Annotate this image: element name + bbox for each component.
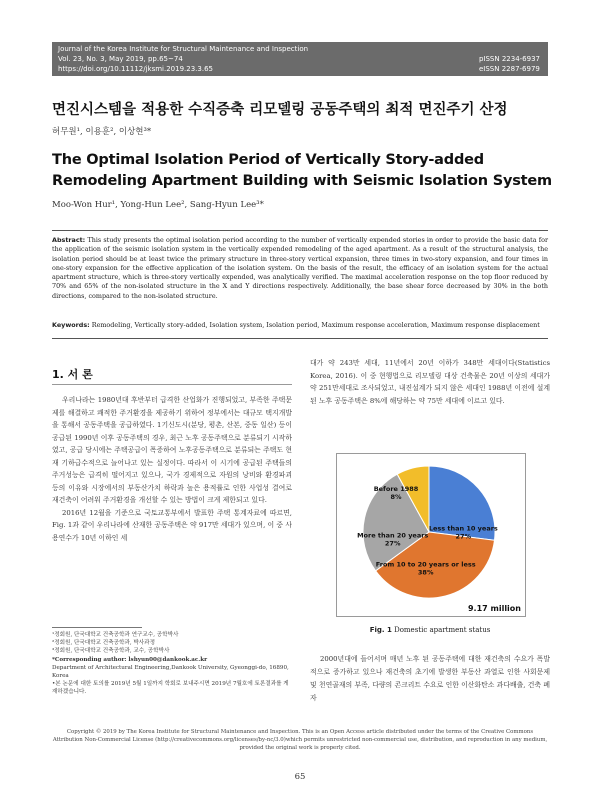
- footnote-item: ²정회원, 단국대학교 건축공학과, 박사과정: [52, 640, 155, 647]
- eissn: eISSN 2287-6979: [478, 65, 540, 73]
- pie-label-value: 38%: [417, 568, 434, 577]
- footnote-item: ¹정회원, 단국대학교 건축공학과 연구교수, 공학박사: [52, 632, 179, 638]
- figure-caption-label: Fig. 1: [369, 626, 392, 634]
- pie-label-name: More than 20 years: [357, 531, 429, 540]
- pie-label-value: 27%: [384, 539, 401, 548]
- footnote-item: •본 논문에 대한 토의를 2019년 5월 1일까지 학회로 보내주시면 2019년 7월호에 토론결과를 게재하겠습니다.: [52, 681, 289, 696]
- pie-label-name: From 10 to 20 years or less: [375, 560, 476, 569]
- footnote-item: ³정회원, 단국대학교 건축공학과, 교수, 공학박사: [52, 648, 170, 655]
- figure-caption-text: Domestic apartment status: [394, 626, 491, 634]
- footnote-item: Department of Architectural Engineering,Dankook University, Gyeonggi-do, 16890, Korea: [52, 664, 289, 680]
- abstract-bottom-rule: [52, 338, 548, 339]
- keywords-label: Keywords:: [52, 321, 90, 329]
- figure-caption: [310, 626, 550, 634]
- journal-header: [52, 42, 548, 76]
- pie-label-name: Less than 10 years: [428, 524, 498, 533]
- issn-block: [479, 54, 540, 74]
- copyright-notice: Copyright © 2019 by The Korea Institute for Structural Maintenance and Inspection. This is an Open Access article distributed under the terms of the Creative Commons Attribution Non-Commercial License (http://creativecommons.org/licenses/by-nc/3.0)which permits unrestricted non-commercial use, distribution, and reproduction in any medium, provided the original work is properly cited.: [52, 729, 548, 751]
- journal-doi[interactable]: https://doi.org/10.11112/jksmi.2019.23.3.65: [58, 65, 213, 73]
- abstract-label: Abstract:: [52, 236, 86, 244]
- journal-volume: Vol. 23, No. 3, May 2019, pp.65~74: [58, 55, 183, 63]
- footnotes: [52, 631, 292, 697]
- title-english: The Optimal Isolation Period of Vertically Story-added Remodeling Apartment Building with Seismic Isolation System: [52, 152, 552, 189]
- body-paragraph: 우리나라는 1980년대 후반부터 급격한 산업화가 진행되었고, 부족한 주택문제를 해결하고 쾌적한 주거환경을 제공하기 위하여 정부에서는 대규모 택지개발을 통해서 공동주택을 공급하였다. 1기신도시(분당, 평촌, 산본, 중동 일산) 등이 공급된 1990년 이후 공동주택의 경우, 최근 노후 공동주택으로 분류되기 시작하였고, 공급 당시에는 주택공급이 폭증하여 노후공동주택으로 분류되는 주택도 현재 기하급수적으로 늘어나고 있는 실정이다. 따라서 이 시기에 공급된 주택들의 주거성능은 급격히 떨어지고 있으나, 국가 경제적으로 자원의 낭비와 환경파괴 등의 이유와 시장에서의 부동산가치 하락과 높은 용적률로 인한 사업성 결여로 재건축이 어려워 주거환경을 개선할 수 있는 방법이 크게 제한되고 있다.: [52, 396, 292, 504]
- abstract-top-rule: [52, 230, 548, 231]
- page-number: 65: [294, 772, 306, 782]
- authors-korean: 허무원¹, 이용훈², 이상현³*: [52, 127, 152, 137]
- abstract-text: This study presents the optimal isolation period according to the number of vertically expended stories in order to provide the basic data for the application of the seismic isolation system in the vertically expended remodeling of the aged apartment. As a result of the structural analysis, the isolation period should be at least twice the primary structure in three-story vertical expansion, three times in two-story expansion, and four times in one-story expansion for the effective application of the isolation system. On the basis of the result, the efficacy of an isolation system for the actual apartment structure, which is three-story vertically expended, was analytically verified. The maximal acceleration response on the top floor reduced by 70% and 65% of the non-isolated structure in the X and Y directions respectively. Additionally, the base shear force decreased by 30% in the both directions, compared to the non-isolated structure.: [52, 236, 548, 300]
- footnote-rule: [52, 627, 142, 628]
- abstract: [52, 236, 548, 301]
- right-column-bottom-text: [310, 653, 550, 705]
- section-heading-introduction: 1. 서 론: [52, 368, 93, 381]
- pie-label-value: 8%: [390, 493, 402, 502]
- left-column-body: [52, 394, 292, 544]
- keywords: [52, 321, 548, 330]
- figure-1-chart: [336, 453, 526, 617]
- title-korean: 면진시스템을 적용한 수직증축 리모델링 공동주택의 최적 면진주기 산정: [52, 102, 508, 118]
- keywords-text: Remodeling, Vertically story-added, Isolation system, Isolation period, Maximum response acceleration, Maximum response displacement: [91, 321, 540, 329]
- journal-name: Journal of the Korea Institute for Structural Maintenance and Inspection: [58, 45, 309, 53]
- pie-total-label: 9.17 million: [467, 604, 521, 613]
- right-column-top-text: 대가 약 243만 세대, 11년에서 20년 이하가 348만 세대이다(Statistics Korea, 2016). 이 중 현행법으로 리모델링 대상 건축물은 20년 이상의 세대가 약 251만세대로 조사되었고, 내진설계가 되지 않은 세대인 1988년 이전에 설계된 노후 공동주택은 8%에 해당하는 약 75만 세대에 이르고 있다.: [310, 359, 550, 405]
- body-paragraph: 2000년대에 들어서며 매년 노후 된 공동주택에 대한 재건축의 수요가 폭발적으로 증가하고 있으나 재건축의 초기에 발생한 부동산 과열로 인한 사회문제 및 천연골재의 부족, 다량의 콘크리트 수요로 인한 이산화탄소 과다배출, 건축 폐자: [310, 655, 550, 702]
- section-heading-rule: [52, 384, 292, 385]
- authors-english: Moo-Won Hur¹, Yong-Hun Lee², Sang-Hyun Lee³*: [52, 200, 264, 210]
- footnote-corresponding: *Corresponding author: lshyun00@dankook.ac.kr: [52, 656, 208, 663]
- pissn: pISSN 2234-6937: [478, 55, 540, 63]
- pie-label-name: Before 1988: [373, 485, 419, 494]
- pie-chart-svg: [337, 454, 525, 616]
- pie-label-value: 27%: [455, 532, 472, 541]
- body-paragraph: 2016년 12월을 기준으로 국토교통부에서 발표한 주택 통계자료에 따르면, Fig. 1과 같이 우리나라에 산재한 공동주택은 약 917만 세대가 있으며, 이 중 사용연수가 10년 이하인 세: [52, 508, 292, 542]
